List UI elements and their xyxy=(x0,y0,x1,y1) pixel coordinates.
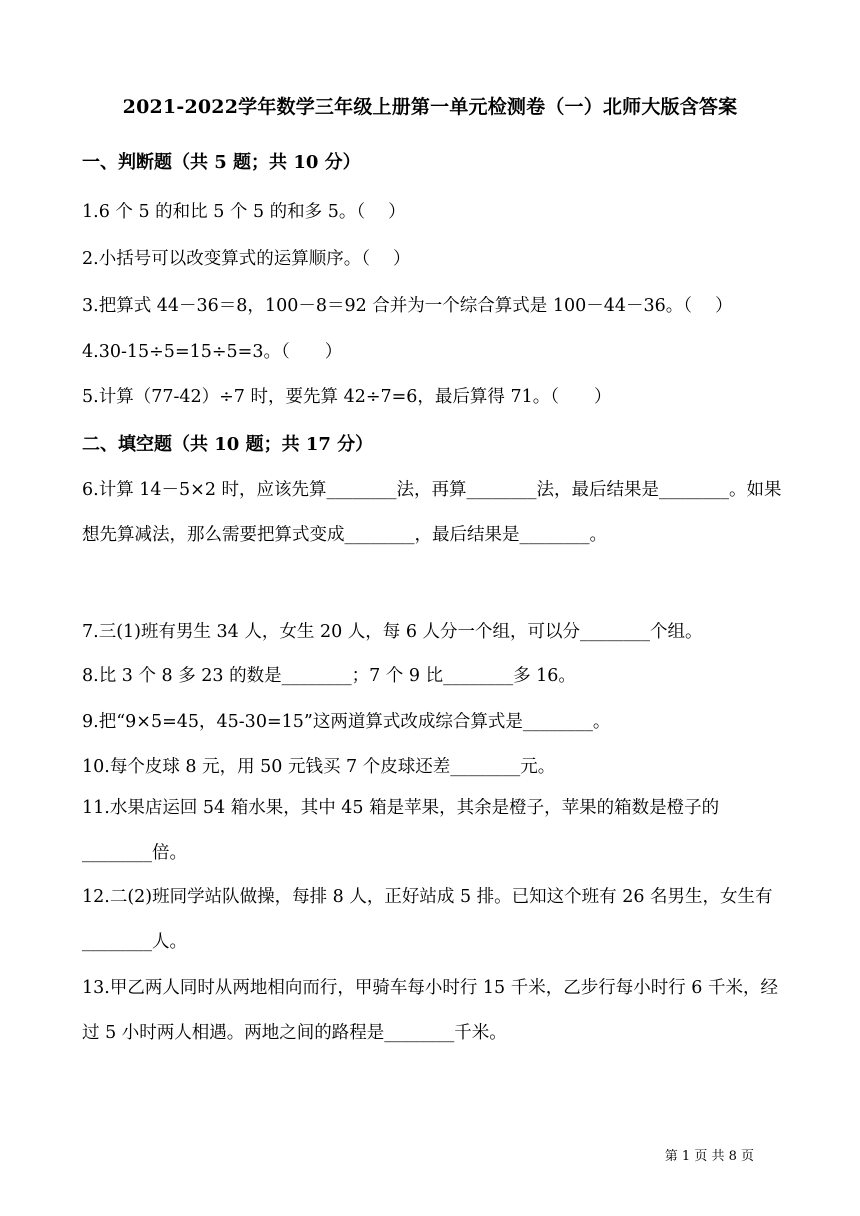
question-11: 11.水果店运回 54 箱水果，其中 45 箱是苹果，其余是橙子，苹果的箱数是橙子的________倍。 xyxy=(82,798,720,863)
question-3: 3.把算式 44－36＝8，100－8＝92 合并为一个综合算式是 100－44－36。（ ） xyxy=(82,296,733,316)
page-footer: 第 1 页 共 8 页 xyxy=(664,1149,754,1164)
question-10: 10.每个皮球 8 元，用 50 元钱买 7 个皮球还差________元。 xyxy=(82,757,556,777)
document-title: 2021-2022学年数学三年级上册第一单元检测卷（一）北师大版含答案 xyxy=(122,96,738,118)
question-5: 5.计算（77-42）÷7 时，要先算 42÷7=6，最后算得 71。（ ） xyxy=(82,387,612,407)
question-13: 13.甲乙两人同时从两地相向而行，甲骑车每小时行 15 千米，乙步行每小时行 6 千米，经过 5 小时两人相遇。两地之间的路程是________千米。 xyxy=(82,978,778,1043)
section-heading-fill-in: 二、填空题（共 10 题；共 17 分） xyxy=(82,434,374,455)
question-8: 8.比 3 个 8 多 23 的数是________；7 个 9 比________多 16。 xyxy=(82,666,576,686)
question-4: 4.30-15÷5=15÷5=3。（ ） xyxy=(82,342,343,362)
section-heading-judgement: 一、判断题（共 5 题；共 10 分） xyxy=(82,152,361,173)
question-9: 9.把“9×5=45，45-30=15”这两道算式改成综合算式是________。 xyxy=(82,712,611,732)
question-1: 1.6 个 5 的和比 5 个 5 的和多 5。（ ） xyxy=(82,202,406,222)
question-2: 2.小括号可以改变算式的运算顺序。（ ） xyxy=(82,249,411,269)
question-12: 12.二(2)班同学站队做操，每排 8 人，正好站成 5 排。已知这个班有 26 名男生，女生有________人。 xyxy=(82,887,773,952)
question-6: 6.计算 14－5×2 时，应该先算________法，再算________法，最后结果是________。如果想先算减法，那么需要把算式变成________，最后结果是________。 xyxy=(82,480,782,545)
question-7: 7.三(1)班有男生 34 人，女生 20 人，每 6 人分一个组，可以分________个组。 xyxy=(82,622,703,642)
